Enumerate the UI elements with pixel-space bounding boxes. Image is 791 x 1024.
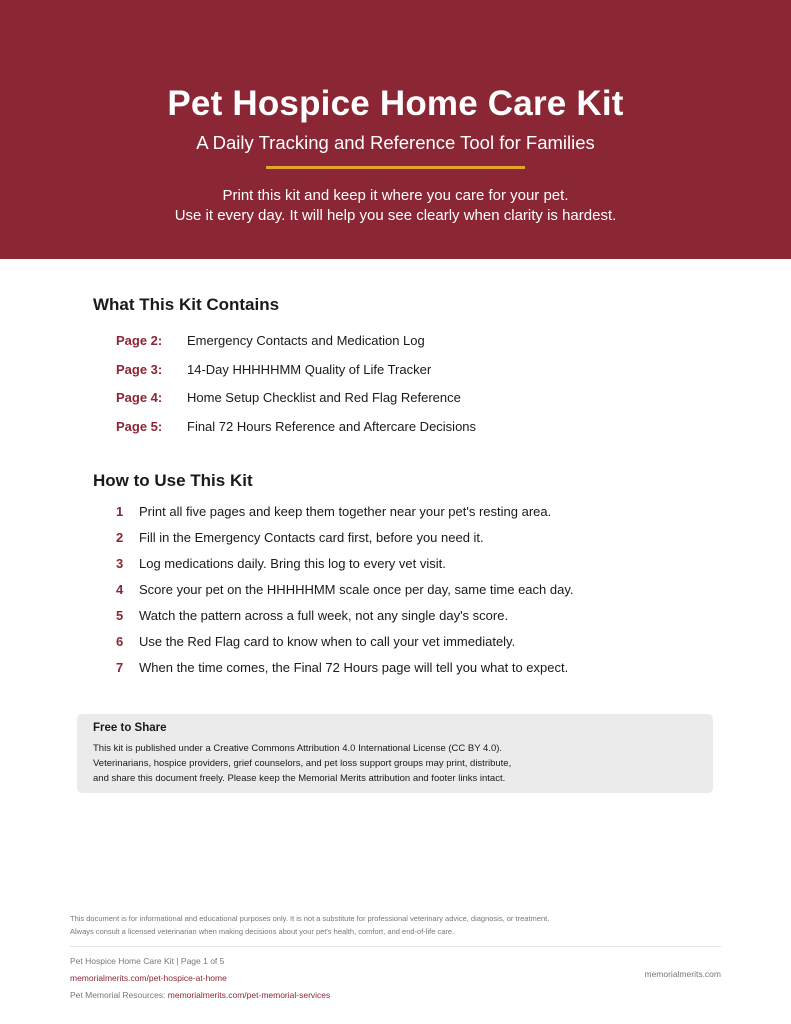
footer-resources-label: Pet Memorial Resources: [70, 990, 166, 1000]
footer-doc-name: Pet Hospice Home Care Kit [70, 956, 174, 966]
howto-step [116, 530, 573, 556]
howto-step [116, 504, 573, 530]
howto-step [116, 556, 573, 582]
header-accent-rule [266, 166, 525, 169]
share-line-3: and share this document freely. Please keep the Memorial Merits attribution and footer links intact. [93, 773, 506, 784]
step-text: Score your pet on the HHHHHMM scale once per day, same time each day. [139, 582, 574, 597]
howto-steps [116, 504, 573, 686]
step-text: Watch the pattern across a full week, not any single day's score. [139, 608, 509, 623]
footer-left [70, 953, 330, 1004]
step-text: Use the Red Flag card to know when to call your vet immediately. [139, 634, 516, 649]
free-to-share-box [77, 714, 713, 793]
howto-step [116, 608, 573, 634]
footer-memorial-link[interactable]: memorialmerits.com/pet-memorial-services [167, 990, 331, 1000]
header-intro [0, 186, 791, 226]
contents-list [116, 333, 476, 447]
footer-site[interactable]: memorialmerits.com [644, 969, 721, 979]
step-number: 6 [116, 634, 124, 649]
disclaimer [70, 912, 549, 938]
contents-item [116, 333, 476, 362]
footer-divider [70, 946, 721, 947]
disclaimer-line-1: This document is for informational and educational purposes only. It is not a substitute for professional veterinary advice, diagnosis, or treatment. [70, 914, 550, 923]
step-number: 1 [116, 504, 124, 519]
page-subtitle: A Daily Tracking and Reference Tool for Families [196, 132, 595, 153]
intro-line-1: Print this kit and keep it where you care for your pet. [222, 187, 569, 204]
header-banner [0, 0, 791, 259]
howto-step [116, 582, 573, 608]
step-text: Log medications daily. Bring this log to every vet visit. [139, 556, 446, 571]
share-line-2: Veterinarians, hospice providers, grief counselors, and pet loss support groups may print, distribute, [93, 758, 512, 769]
step-text: When the time comes, the Final 72 Hours page will tell you what to expect. [139, 660, 569, 675]
share-body [93, 741, 511, 786]
disclaimer-line-2: Always consult a licensed veterinarian when making decisions about your pet's health, comfort, and end-of-life care. [70, 927, 455, 936]
contents-item [116, 390, 476, 419]
contents-page-label: Page 5: [116, 418, 163, 434]
footer-resources [70, 987, 330, 1004]
intro-line-2: Use it every day. It will help you see clearly when clarity is hardest. [174, 207, 617, 224]
footer-doc-info [70, 953, 330, 970]
contents-item [116, 362, 476, 391]
page-title: Pet Hospice Home Care Kit [167, 84, 624, 123]
contents-description: 14-Day HHHHHMM Quality of Life Tracker [187, 361, 432, 377]
footer-page-label: Page 1 of 5 [180, 956, 225, 966]
contents-description: Final 72 Hours Reference and Aftercare Decisions [187, 418, 477, 434]
step-text: Fill in the Emergency Contacts card first, before you need it. [139, 530, 484, 545]
step-number: 5 [116, 608, 124, 623]
contents-description: Emergency Contacts and Medication Log [187, 333, 425, 348]
howto-heading: How to Use This Kit [93, 471, 253, 490]
contents-heading: What This Kit Contains [93, 295, 280, 314]
contents-page-label: Page 2: [116, 333, 163, 348]
step-number: 4 [116, 582, 124, 597]
step-text: Print all five pages and keep them together near your pet's resting area. [139, 504, 552, 519]
contents-page-label: Page 4: [116, 390, 163, 405]
share-line-1: This kit is published under a Creative Commons Attribution 4.0 International License (CC BY 4.0). [93, 743, 503, 754]
step-number: 7 [116, 660, 124, 675]
share-title: Free to Share [93, 722, 167, 734]
step-number: 2 [116, 530, 124, 545]
footer-separator: | [176, 956, 179, 966]
contents-description: Home Setup Checklist and Red Flag Reference [187, 390, 461, 405]
contents-item [116, 419, 476, 448]
step-number: 3 [116, 556, 124, 571]
howto-step [116, 660, 573, 686]
contents-page-label: Page 3: [116, 361, 163, 377]
howto-step [116, 634, 573, 660]
footer-hospice-link[interactable]: memorialmerits.com/pet-hospice-at-home [70, 973, 227, 983]
